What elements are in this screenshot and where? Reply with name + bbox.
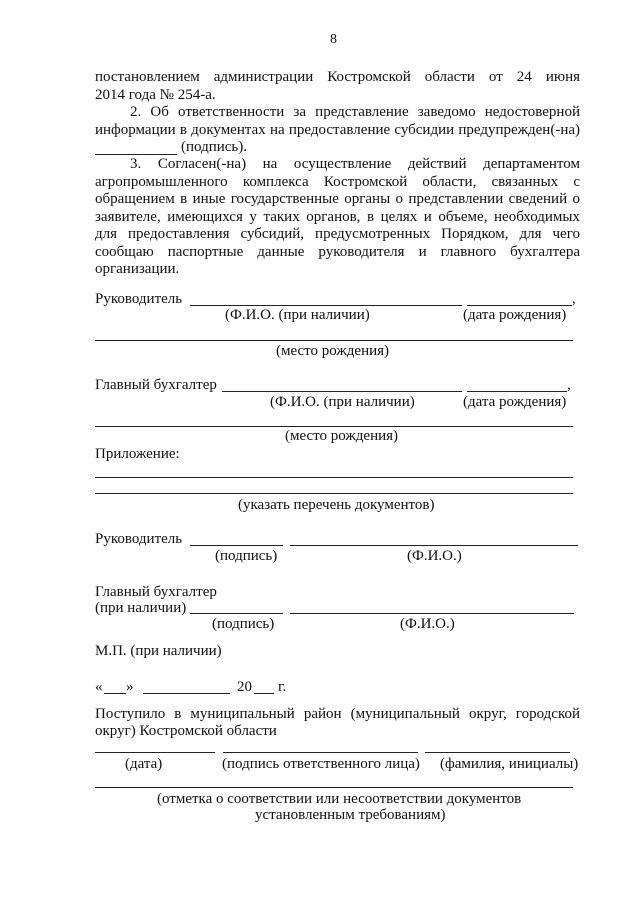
paragraph-3-line-5: для предоставления субсидий, предусмотренных Порядком, для чего	[95, 226, 580, 242]
compliance-field[interactable]	[95, 787, 573, 788]
page-number: 8	[330, 32, 337, 47]
compliance-hint-line-1: (отметка о соответствии или несоответствии документов	[157, 791, 522, 807]
year-suffix: г.	[278, 679, 287, 695]
head-signature-hint: (подпись)	[215, 548, 278, 564]
attachment-label: Приложение:	[95, 446, 180, 462]
sign-head-label: Руководитель	[95, 531, 183, 547]
accountant-signature-hint: (подпись)	[212, 616, 275, 632]
attachment-hint: (указать перечень документов)	[238, 497, 435, 513]
head-birth-place-hint: (место рождения)	[276, 343, 390, 359]
accountant-fio-field[interactable]	[222, 391, 462, 392]
stamp-label: М.П. (при наличии)	[95, 643, 222, 659]
paragraph-1-line-1: постановлением администрации Костромской области от 24 июня	[95, 69, 580, 85]
paragraph-2-line-2: информации в документах на предоставление субсидии предупрежден(-на)	[95, 122, 580, 138]
received-date-hint: (дата)	[125, 756, 163, 772]
accountant-name-hint: (Ф.И.О.)	[400, 616, 455, 632]
year-prefix: 20	[237, 679, 252, 695]
date-year-field[interactable]	[254, 693, 274, 694]
head-fio-hint: (Ф.И.О. (при наличии)	[225, 307, 370, 323]
accountant-birth-place-hint: (место рождения)	[285, 428, 399, 444]
surname-hint: (фамилия, инициалы)	[440, 756, 579, 772]
comma: ,	[567, 377, 571, 393]
head-name-field[interactable]	[290, 545, 578, 546]
head-birth-date-hint: (дата рождения)	[463, 307, 567, 323]
if-any-label: (при наличии)	[95, 600, 187, 616]
accountant-birth-date-hint: (дата рождения)	[463, 394, 567, 410]
head-name-hint: (Ф.И.О.)	[407, 548, 462, 564]
comma: ,	[572, 291, 576, 307]
paragraph-3-line-1: 3. Согласен(-на) на осуществление действий департаментом	[130, 156, 580, 172]
paragraph-3-line-4: заявителе, имеющихся у таких органов, в целях и объеме, необходимых	[95, 209, 580, 225]
paragraph-2-line-3: (подпись).	[181, 139, 248, 155]
paragraph-1-line-2: 2014 года № 254-а.	[95, 87, 216, 103]
attachment-field-2[interactable]	[95, 493, 573, 494]
date-day-field[interactable]	[104, 693, 126, 694]
date-open-quote: «	[95, 679, 103, 695]
received-line-1: Поступило в муниципальный район (муниципальный округ, городской	[95, 706, 580, 722]
paragraph-3-line-6: сообщаю паспортные данные руководителя и главного бухгалтера	[95, 244, 580, 260]
received-date-field[interactable]	[95, 752, 215, 753]
paragraph-3-line-7: организации.	[95, 261, 180, 277]
attachment-field-1[interactable]	[95, 477, 573, 478]
head-signature-field[interactable]	[190, 545, 283, 546]
received-signature-field[interactable]	[223, 752, 418, 753]
compliance-hint-line-2: установленным требованиям)	[255, 807, 446, 823]
paragraph-3-line-2: агропромышленного комплекса Костромской области, связанных с	[95, 174, 580, 190]
accountant-fio-hint: (Ф.И.О. (при наличии)	[270, 394, 415, 410]
accountant-signature-field[interactable]	[190, 613, 283, 614]
accountant-name-field[interactable]	[290, 613, 574, 614]
paragraph-2-line-1: 2. Об ответственности за представление заведомо недостоверной	[130, 104, 580, 120]
received-line-2: округ) Костромской области	[95, 723, 277, 739]
responsible-sign-hint: (подпись ответственного лица)	[222, 756, 420, 772]
date-month-field[interactable]	[143, 693, 230, 694]
head-label: Руководитель	[95, 291, 183, 307]
date-close-quote: »	[126, 679, 134, 695]
paragraph-3-line-3: обращением в иные государственные органы о представлении сведений о	[95, 191, 580, 207]
received-surname-field[interactable]	[425, 752, 570, 753]
sign-accountant-label: Главный бухгалтер	[95, 584, 217, 600]
accountant-birth-date-field[interactable]	[467, 391, 567, 392]
accountant-label: Главный бухгалтер	[95, 377, 217, 393]
head-birth-place-field[interactable]	[95, 340, 573, 341]
